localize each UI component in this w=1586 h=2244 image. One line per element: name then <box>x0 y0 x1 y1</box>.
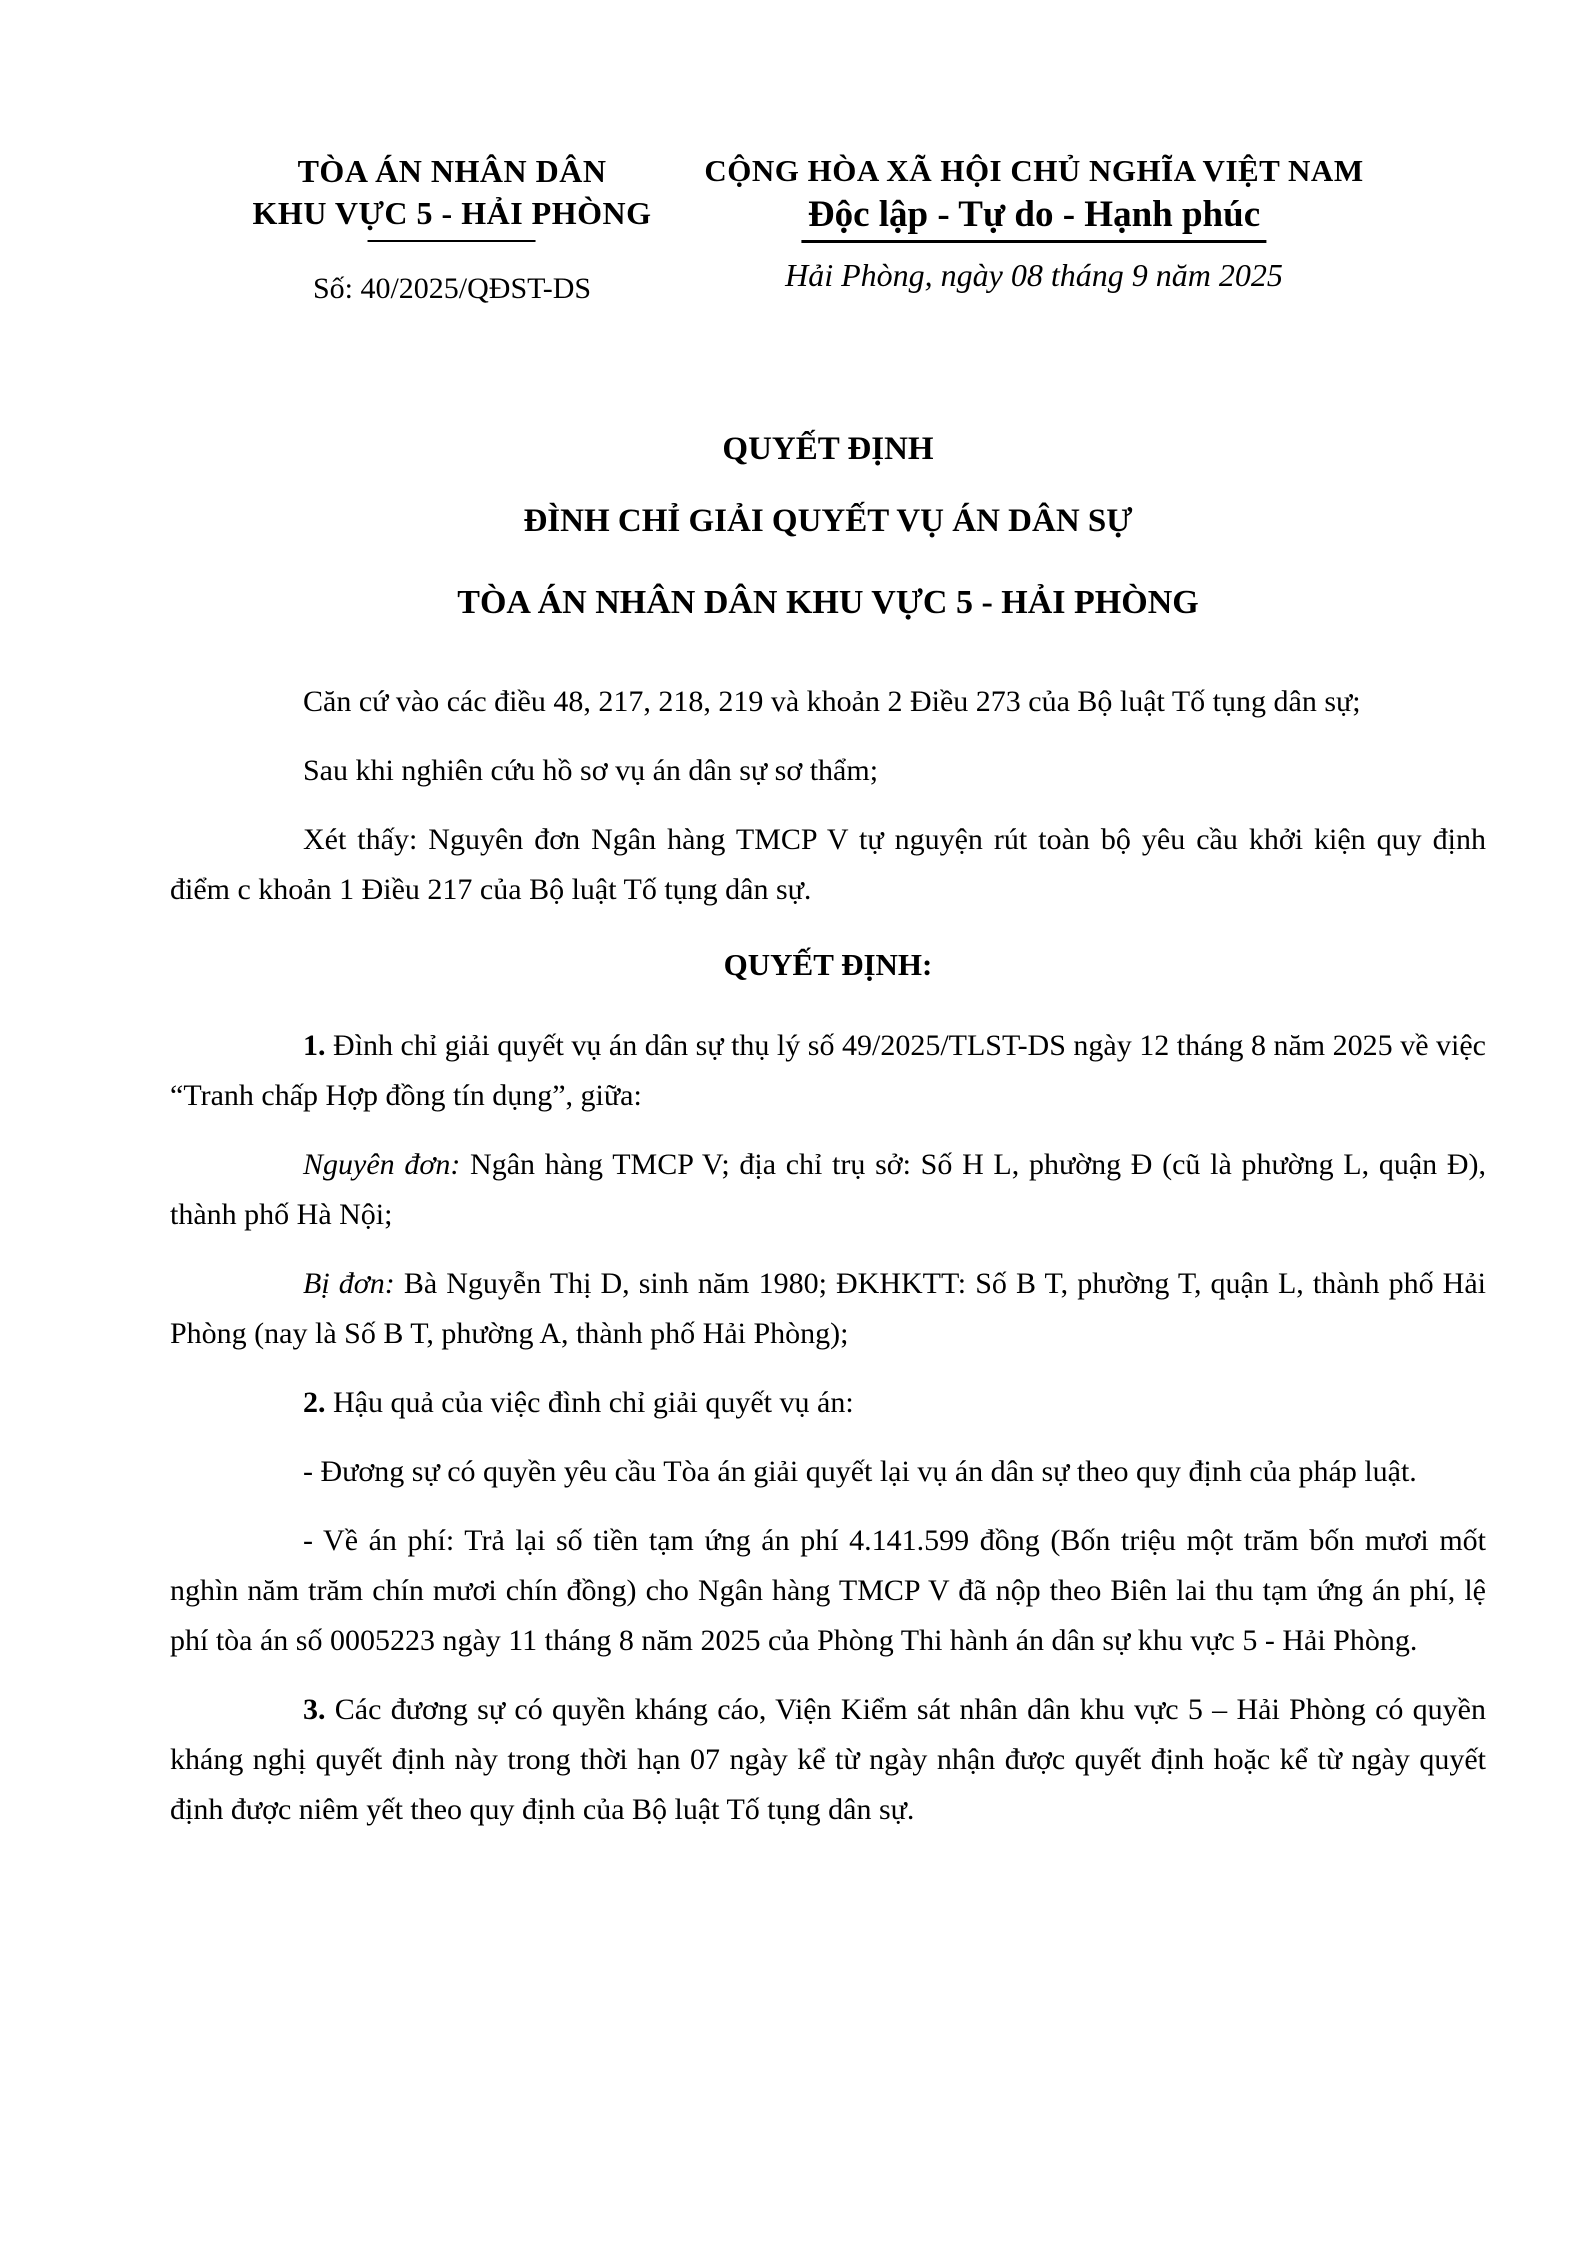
decision-item-3 <box>170 1685 1486 1835</box>
plaintiff-text: Ngân hàng TMCP V; địa chỉ trụ sở: Số H L, phường Đ (cũ là phường L, quận Đ), thành phố Hà Nội; <box>170 1148 1486 1231</box>
document-title-line1: QUYẾT ĐỊNH <box>722 431 934 467</box>
document-header <box>0 150 1586 355</box>
place-date-line: Hải Phòng, ngày 08 tháng 9 năm 2025 <box>785 257 1283 293</box>
defendant-text: Bà Nguyễn Thị D, sinh năm 1980; ĐKHKTT: Số B T, phường T, quận L, thành phố Hải Phòng (nay là Số B T, phường A, thành phố Hải Phòng); <box>170 1267 1486 1350</box>
court-name-line1: TÒA ÁN NHÂN DÂN <box>297 153 607 189</box>
court-name-line2: KHU VỰC 5 - HẢI PHÒNG <box>252 195 652 231</box>
item-2-text: Hậu quả của việc đình chỉ giải quyết vụ án: <box>325 1386 854 1419</box>
preamble-paragraph-2: Sau khi nghiên cứu hồ sơ vụ án dân sự sơ thẩm; <box>303 754 879 787</box>
motto-row <box>704 192 1363 243</box>
plaintiff-label: Nguyên đơn: <box>303 1148 461 1181</box>
item-1-number: 1. <box>303 1029 326 1062</box>
document-number: Số: 40/2025/QĐST-DS <box>312 272 592 305</box>
document-body <box>170 677 1486 1835</box>
document-title-court: TÒA ÁN NHÂN DÂN KHU VỰC 5 - HẢI PHÒNG <box>457 584 1199 621</box>
document-title-line2: ĐÌNH CHỈ GIẢI QUYẾT VỤ ÁN DÂN SỰ <box>523 503 1133 539</box>
defendant-paragraph <box>170 1259 1486 1359</box>
decision-heading: QUYẾT ĐỊNH: <box>723 947 933 982</box>
national-motto: Độc lập - Tự do - Hạnh phúc <box>802 192 1266 243</box>
issuing-court-block <box>253 150 652 306</box>
decision-item-2 <box>170 1378 1486 1428</box>
national-name: CỘNG HÒA XÃ HỘI CHỦ NGHĨA VIỆT NAM <box>704 153 1364 188</box>
preamble-paragraph-3: Xét thấy: Nguyên đơn Ngân hàng TMCP V tự nguyện rút toàn bộ yêu cầu khởi kiện quy định điểm c khoản 1 Điều 217 của Bộ luật Tố tụng dân sự. <box>170 823 1486 906</box>
plaintiff-paragraph <box>170 1140 1486 1240</box>
defendant-label: Bị đơn: <box>303 1267 395 1300</box>
consequence-paragraph-1: - Đương sự có quyền yêu cầu Tòa án giải quyết lại vụ án dân sự theo quy định của pháp luật. <box>303 1455 1417 1488</box>
item-3-text: Các đương sự có quyền kháng cáo, Viện Kiểm sát nhân dân khu vực 5 – Hải Phòng có quyền kháng nghị quyết định này trong thời hạn 07 ngày kể từ ngày nhận được quyết định hoặc kể từ ngày quyết định được niêm yết theo quy định của Bộ luật Tố tụng dân sự. <box>170 1693 1486 1826</box>
item-1-text: Đình chỉ giải quyết vụ án dân sự thụ lý số 49/2025/TLST-DS ngày 12 tháng 8 năm 2025 về việc “Tranh chấp Hợp đồng tín dụng”, giữa: <box>170 1029 1486 1112</box>
document-title-block <box>170 413 1486 625</box>
item-2-number: 2. <box>303 1386 326 1419</box>
national-heading-block <box>704 150 1363 294</box>
item-3-number: 3. <box>303 1693 326 1726</box>
preamble-paragraph-1: Căn cứ vào các điều 48, 217, 218, 219 và khoản 2 Điều 273 của Bộ luật Tố tụng dân sự; <box>303 685 1361 718</box>
consequence-paragraph-2: - Về án phí: Trả lại số tiền tạm ứng án phí 4.141.599 đồng (Bốn triệu một trăm bốn mươi mốt nghìn năm trăm chín mươi chín đồng) cho Ngân hàng TMCP V đã nộp theo Biên lai thu tạm ứng án phí, lệ phí tòa án số 0005223 ngày 11 tháng 8 năm 2025 của Phòng Thi hành án dân sự khu vực 5 - Hải Phòng. <box>170 1524 1486 1657</box>
decision-item-1 <box>170 1021 1486 1121</box>
header-left-underline <box>368 240 536 242</box>
